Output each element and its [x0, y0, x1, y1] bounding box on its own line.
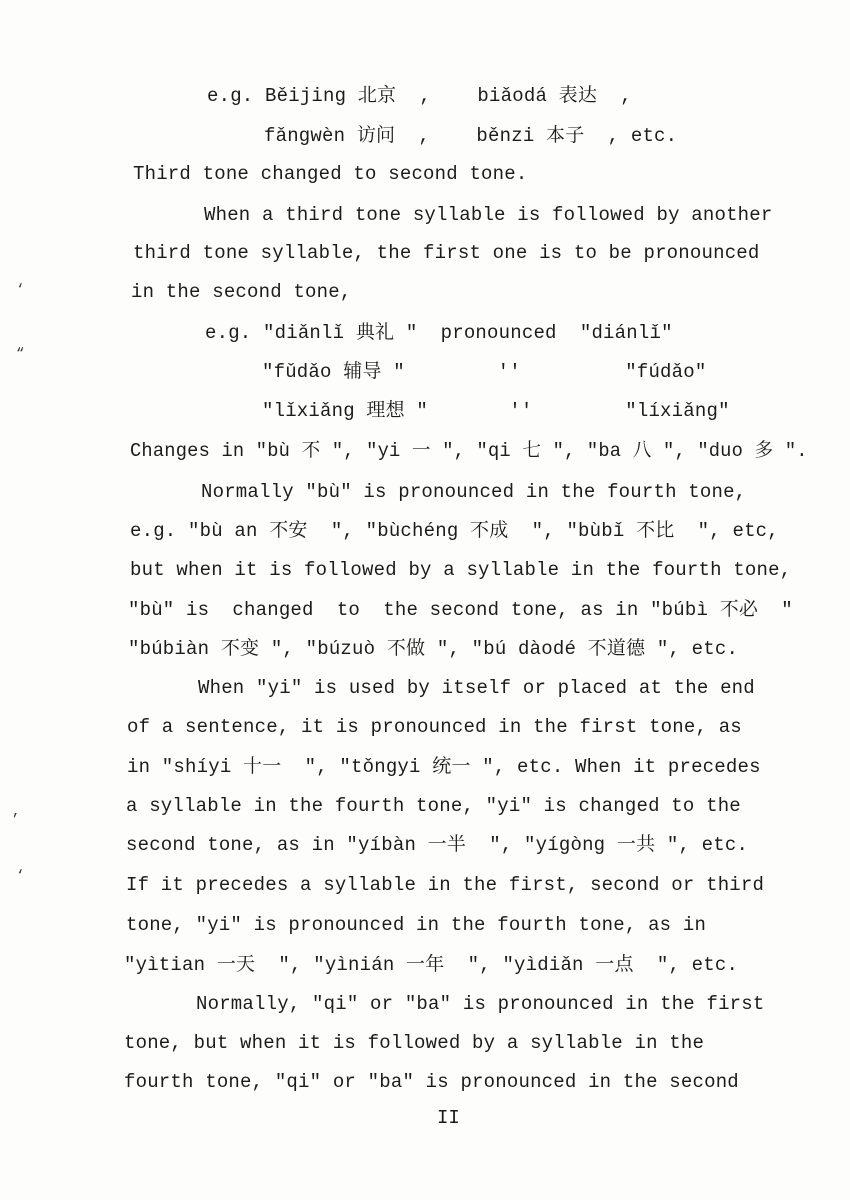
text-line: in "shíyi 十一 ", "tǒngyi 统一 ", etc. When it precedes: [127, 756, 761, 778]
text-line: tone, "yi" is pronounced in the fourth tone, as in: [126, 914, 707, 936]
text-line: Third tone changed to second tone.: [133, 163, 528, 185]
text-line: If it precedes a syllable in the first, second or third: [126, 874, 765, 896]
text-line: e.g. "bù an 不安 ", "bùchéng 不成 ", "bùbǐ 不比 ", etc,: [130, 520, 779, 542]
margin-mark: ‘: [16, 868, 25, 884]
text-line: of a sentence, it is pronounced in the first tone, as: [127, 716, 742, 738]
text-line: e.g. Běijing 北京 , biǎodá 表达 ,: [207, 85, 632, 107]
text-line: fǎngwèn 访问 , běnzi 本子 , etc.: [264, 125, 678, 147]
text-line: "yìtian 一天 ", "yìnián 一年 ", "yìdiǎn 一点 ", etc.: [124, 954, 739, 976]
text-line: tone, but when it is followed by a syllable in the: [124, 1032, 705, 1054]
text-line: in the second tone,: [131, 281, 352, 303]
text-line: but when it is followed by a syllable in the fourth tone,: [130, 559, 792, 581]
text-line: "lǐxiǎng 理想 " '' "líxiǎng": [262, 400, 730, 422]
text-line: second tone, as in "yíbàn 一半 ", "yígòng 一共 ", etc.: [126, 834, 749, 856]
text-line: Changes in "bù 不 ", "yi 一 ", "qi 七 ", "ba 八 ", "duo 多 ".: [130, 440, 808, 462]
text-line: fourth tone, "qi" or "ba" is pronounced in the second: [124, 1071, 739, 1093]
margin-mark: ‘: [16, 282, 25, 298]
text-line: e.g. "diǎnlǐ 典礼 " pronounced "diánlǐ": [205, 322, 673, 344]
text-line: a syllable in the fourth tone, "yi" is changed to the: [126, 795, 741, 817]
margin-mark: ,: [12, 804, 21, 820]
text-line: Normally "bù" is pronounced in the fourth tone,: [201, 481, 747, 503]
text-line: "fǔdǎo 辅导 " '' "fúdǎo": [262, 361, 707, 383]
text-line: third tone syllable, the first one is to be pronounced: [133, 242, 760, 264]
margin-mark: “: [16, 346, 25, 362]
text-line: When "yi" is used by itself or placed at the end: [198, 677, 755, 699]
text-line: Normally, "qi" or "ba" is pronounced in the first: [196, 993, 765, 1015]
text-line: When a third tone syllable is followed by another: [204, 204, 773, 226]
text-line: "búbiàn 不变 ", "búzuò 不做 ", "bú dàodé 不道德 ", etc.: [128, 638, 739, 660]
page-number: II: [437, 1107, 460, 1129]
text-line: "bù" is changed to the second tone, as in "búbì 不必 ": [128, 599, 793, 621]
